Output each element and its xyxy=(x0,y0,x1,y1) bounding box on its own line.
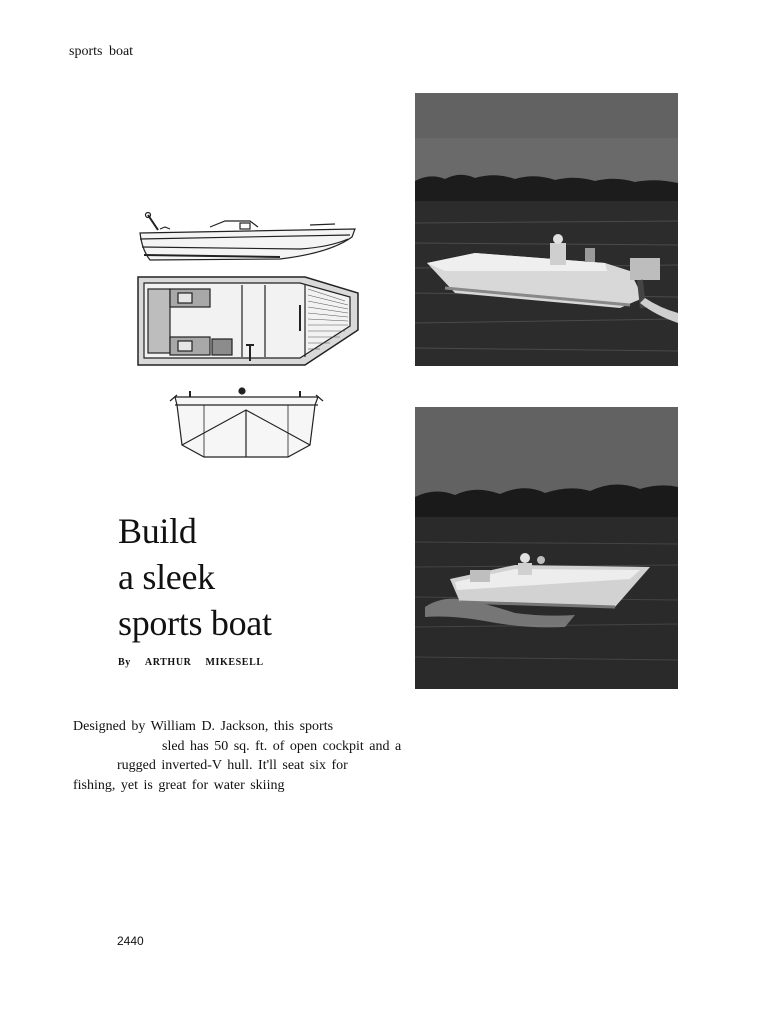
photo-caption xyxy=(0,717,460,795)
side-profile-drawing xyxy=(140,213,355,261)
title-line-2: a sleek xyxy=(118,557,215,597)
caption-line-3: rugged inverted-V hull. It'll seat six for xyxy=(117,758,348,773)
boat-photo-bottom xyxy=(415,407,678,689)
caption-line-2: sled has 50 sq. ft. of open cockpit and a xyxy=(162,738,402,754)
title-line-1: Build xyxy=(118,511,197,551)
title-line-3: sports boat xyxy=(118,603,272,643)
transom-view-drawing xyxy=(170,388,323,457)
author-first-name: ARTHUR xyxy=(144,657,192,668)
boat-line-drawings xyxy=(130,205,370,460)
article-title xyxy=(118,508,272,646)
boat-photo-top xyxy=(415,93,678,366)
author-last-name: MIKESELL xyxy=(205,657,264,668)
page-number: 2440 xyxy=(117,934,144,948)
caption-line-4: fishing, yet is great for water skiing xyxy=(73,777,285,793)
plan-view-drawing xyxy=(138,277,358,365)
byline-prefix: By xyxy=(118,657,131,668)
section-header: sports boat xyxy=(69,44,134,59)
caption-line-1: Designed by William D. Jackson, this sports xyxy=(73,719,334,734)
author-byline xyxy=(118,657,264,668)
